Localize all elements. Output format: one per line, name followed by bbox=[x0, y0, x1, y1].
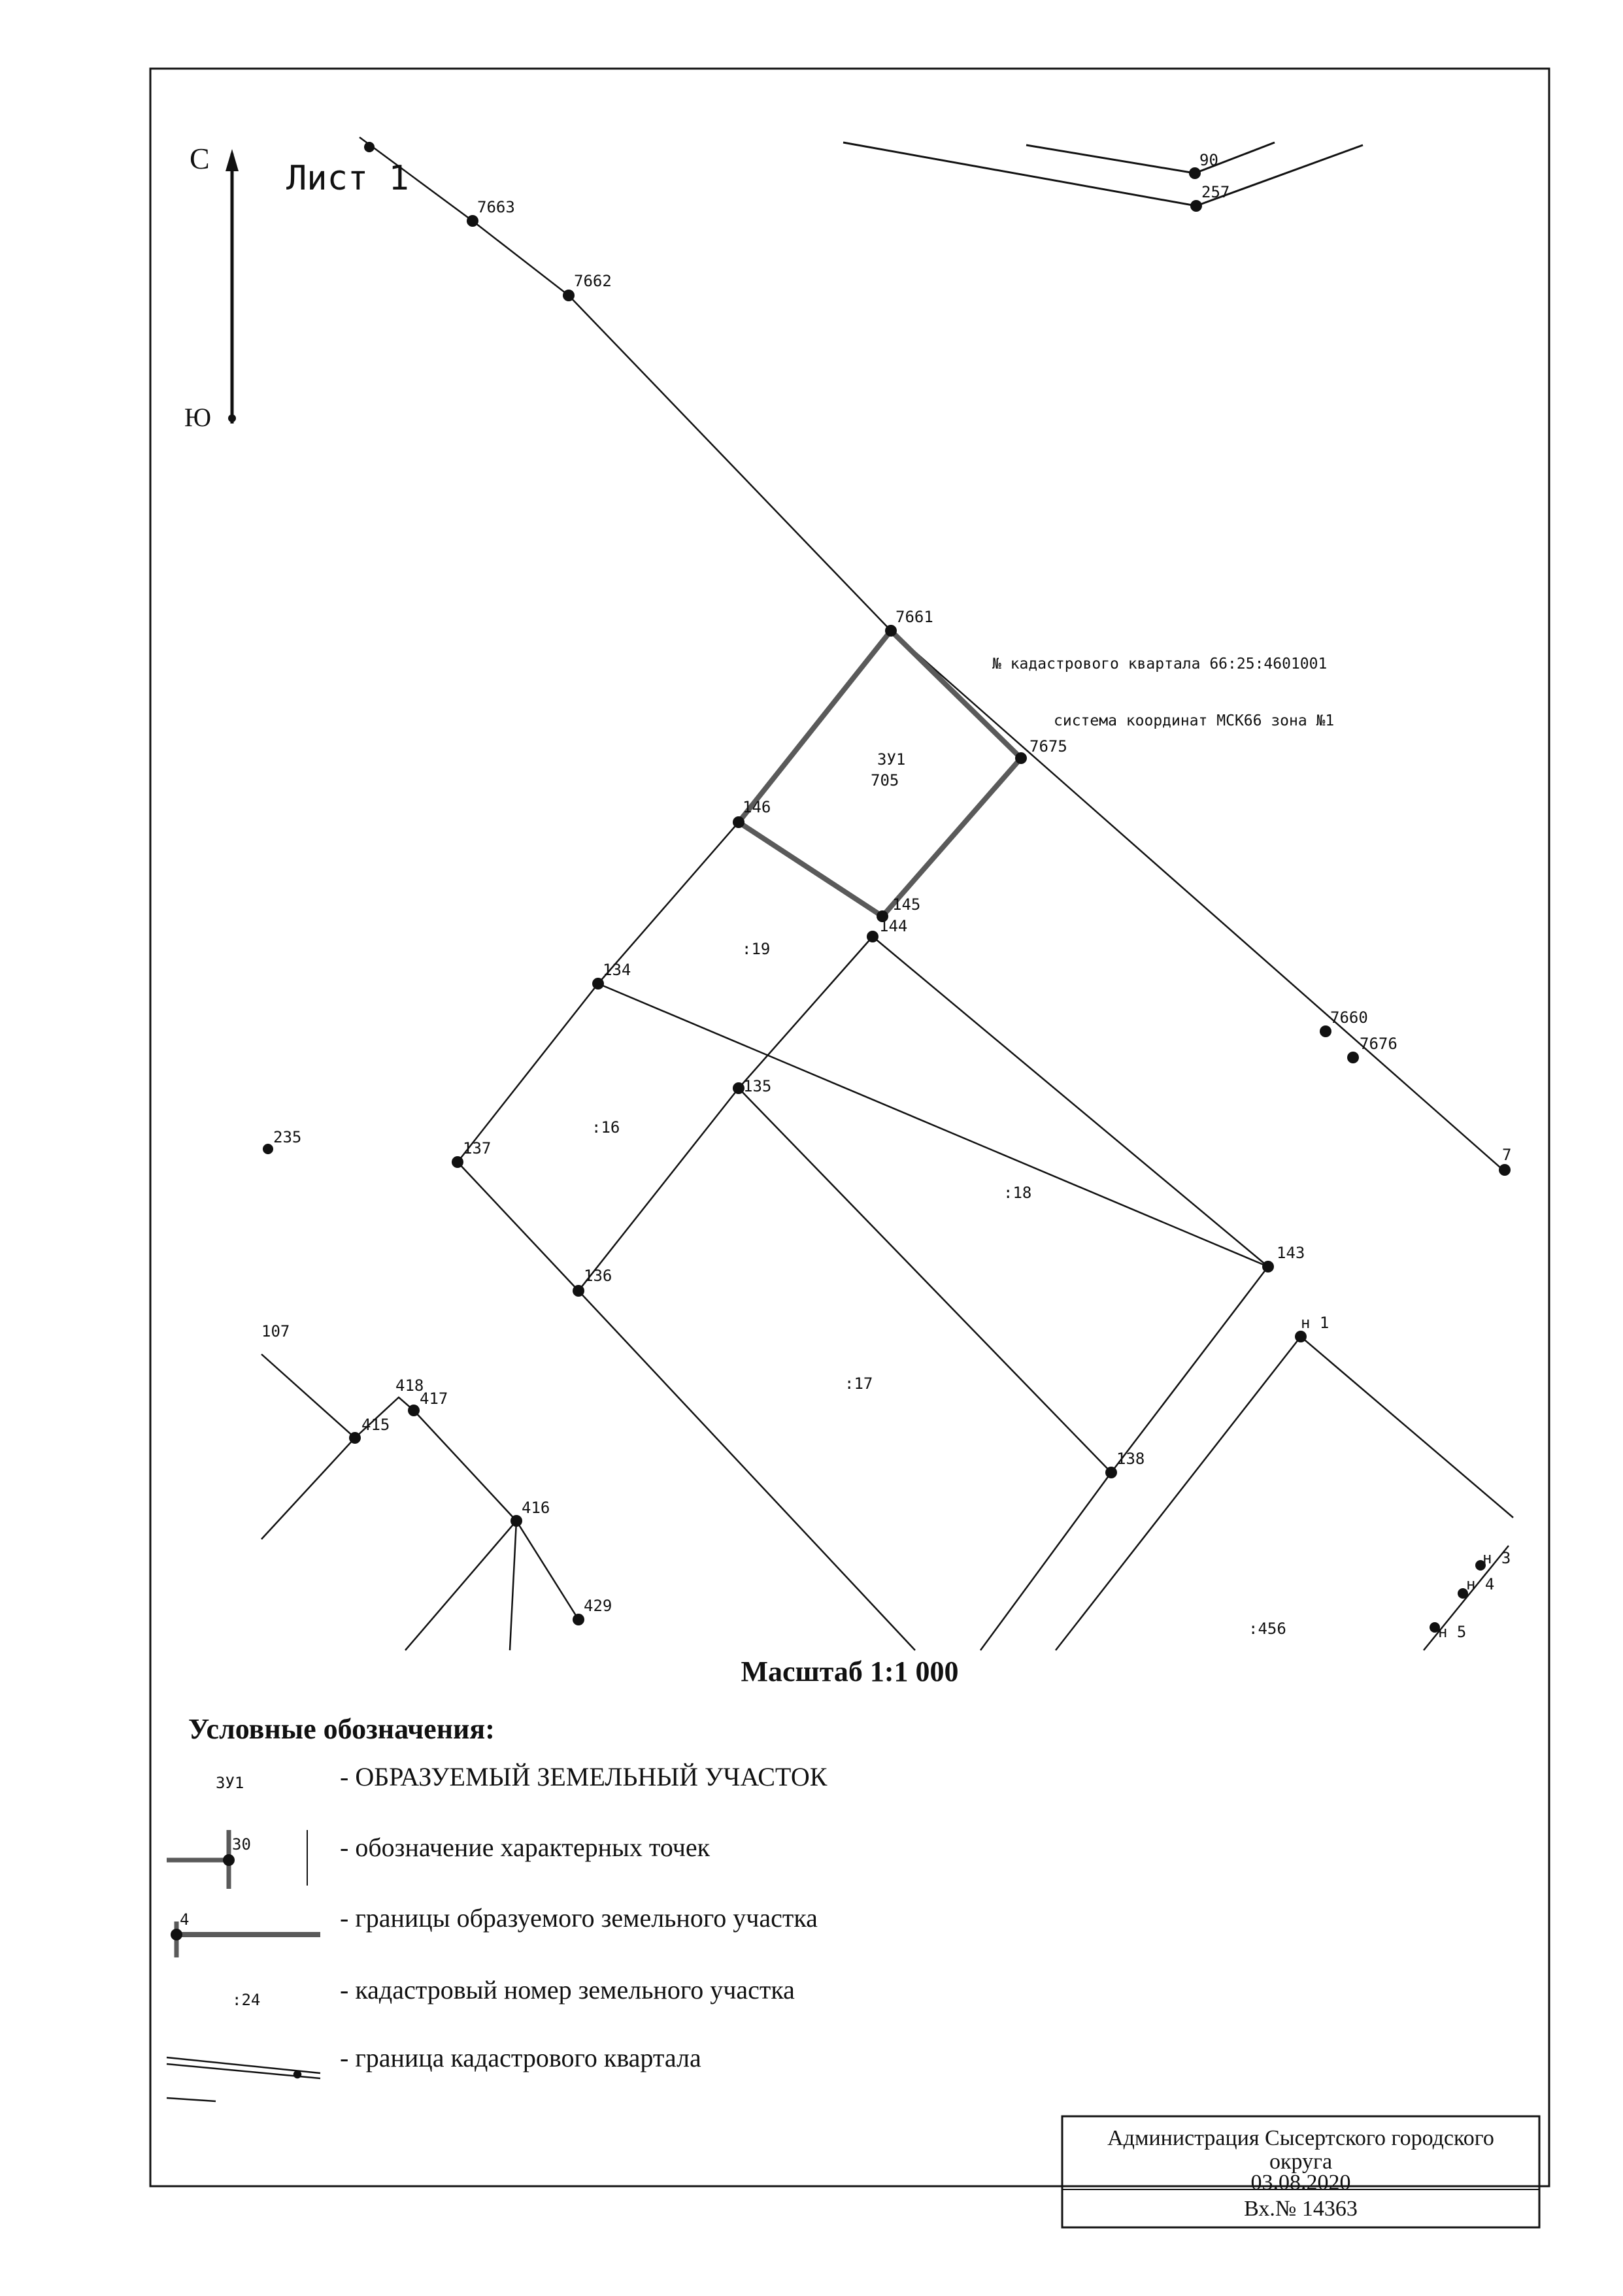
point-417-icon bbox=[408, 1405, 420, 1416]
north-arrow-tail-icon bbox=[228, 414, 236, 422]
legend-boundary-point-icon bbox=[171, 1929, 182, 1940]
label-146: 146 bbox=[743, 798, 771, 816]
south-label: Ю bbox=[184, 403, 212, 432]
registration-stamp bbox=[1062, 2116, 1539, 2227]
parcel-label-19: :19 bbox=[742, 940, 771, 958]
label-7660: 7660 bbox=[1330, 1008, 1368, 1027]
characteristic-points bbox=[263, 142, 1511, 1633]
label-418: 418 bbox=[395, 1376, 424, 1395]
legend-sample-boundary bbox=[171, 1910, 320, 1957]
label-134: 134 bbox=[603, 961, 631, 979]
label-7676: 7676 bbox=[1360, 1035, 1397, 1053]
legend-sample-4: 4 bbox=[180, 1910, 190, 1929]
cadastral-lines bbox=[261, 137, 1513, 1650]
point-7663-icon bbox=[467, 215, 478, 227]
point-top-icon bbox=[364, 142, 375, 152]
legend-sample-quarter bbox=[167, 2057, 320, 2101]
point-143-icon bbox=[1262, 1261, 1274, 1273]
label-145: 145 bbox=[892, 895, 921, 914]
point-415-icon bbox=[349, 1432, 361, 1444]
legend-item-parcel: - ОБРАЗУЕМЫЙ ЗЕМЕЛЬНЫЙ УЧАСТОК bbox=[340, 1762, 828, 1791]
legend-title: Условные обозначения: bbox=[188, 1713, 495, 1745]
parcel-label-456: :456 bbox=[1248, 1620, 1286, 1638]
label-n1: н 1 bbox=[1301, 1314, 1330, 1332]
point-7662-icon bbox=[563, 290, 575, 301]
label-136: 136 bbox=[584, 1267, 612, 1285]
point-429-icon bbox=[573, 1614, 584, 1625]
legend-item-boundary: - границы образуемого земельного участка bbox=[340, 1903, 818, 1933]
scale-label: Масштаб 1:1 000 bbox=[741, 1655, 959, 1688]
label-143: 143 bbox=[1277, 1244, 1305, 1262]
point-138-icon bbox=[1105, 1467, 1117, 1478]
point-257-icon bbox=[1190, 200, 1202, 212]
stamp-date: 03.08.2020 bbox=[1250, 2171, 1351, 2195]
label-144: 144 bbox=[879, 917, 908, 935]
parcel-label-16: :16 bbox=[592, 1118, 620, 1137]
label-416: 416 bbox=[522, 1499, 550, 1517]
label-90: 90 bbox=[1199, 151, 1218, 169]
point-136-icon bbox=[573, 1285, 584, 1297]
parcel-zu1-name: ЗУ1 bbox=[877, 750, 906, 769]
point-7676-icon bbox=[1347, 1052, 1359, 1063]
legend-item-points: - обозначение характерных точек bbox=[340, 1833, 711, 1862]
north-label: С bbox=[190, 142, 210, 175]
parcel-label-18: :18 bbox=[1003, 1184, 1032, 1202]
legend-sample-30: 30 bbox=[232, 1835, 251, 1854]
point-144-icon bbox=[867, 931, 878, 942]
point-7675-icon bbox=[1015, 752, 1027, 764]
legend-sample-zu1: ЗУ1 bbox=[216, 1774, 244, 1792]
label-7663: 7663 bbox=[477, 198, 515, 216]
label-257: 257 bbox=[1201, 183, 1230, 201]
label-137: 137 bbox=[463, 1139, 492, 1157]
point-146-icon bbox=[733, 816, 745, 828]
point-7-icon bbox=[1499, 1164, 1511, 1176]
point-416-icon bbox=[510, 1515, 522, 1527]
label-7675: 7675 bbox=[1029, 737, 1067, 756]
legend-item-quarter-boundary: - граница кадастрового квартала bbox=[340, 2043, 701, 2072]
label-7661: 7661 bbox=[895, 608, 933, 626]
parcel-label-17: :17 bbox=[845, 1374, 873, 1393]
legend-sample-24: :24 bbox=[232, 1991, 261, 2009]
point-134-icon bbox=[592, 978, 604, 990]
parcel-zu1-area: 705 bbox=[871, 771, 899, 790]
quarter-boundary-top bbox=[843, 142, 1363, 206]
label-n3: н 3 bbox=[1482, 1549, 1511, 1567]
label-235: 235 bbox=[273, 1128, 302, 1146]
label-n5: н 5 bbox=[1438, 1623, 1467, 1641]
stamp-org-line2: округа bbox=[1269, 2150, 1333, 2174]
sheet-frame bbox=[150, 69, 1549, 2186]
north-arrow-head-icon bbox=[226, 149, 239, 171]
point-235-icon bbox=[263, 1144, 273, 1154]
label-107: 107 bbox=[261, 1322, 290, 1340]
point-labels bbox=[261, 151, 1511, 1641]
point-137-icon bbox=[452, 1156, 463, 1168]
legend-sample-point bbox=[167, 1830, 307, 1889]
coordinate-system: система координат МСК66 зона №1 bbox=[1054, 712, 1335, 729]
label-417: 417 bbox=[420, 1389, 448, 1408]
point-7660-icon bbox=[1320, 1025, 1331, 1037]
point-n1-icon bbox=[1295, 1331, 1307, 1342]
legend bbox=[167, 1713, 828, 2101]
stamp-number: Вх.№ 14363 bbox=[1244, 2197, 1358, 2221]
label-135: 135 bbox=[743, 1077, 772, 1095]
stamp-org-line1: Администрация Сысертского городского bbox=[1107, 2126, 1494, 2150]
label-138: 138 bbox=[1116, 1450, 1145, 1468]
label-n4: н 4 bbox=[1466, 1575, 1495, 1593]
label-7662: 7662 bbox=[574, 272, 612, 290]
quarter-number: № кадастрового квартала 66:25:4601001 bbox=[992, 656, 1328, 673]
point-7661-icon bbox=[885, 625, 897, 637]
label-429: 429 bbox=[584, 1597, 612, 1615]
label-7: 7 bbox=[1502, 1146, 1512, 1164]
legend-item-cadastral-number: - кадастровый номер земельного участка bbox=[340, 1975, 795, 2005]
legend-point-icon bbox=[223, 1854, 235, 1866]
sheet-label: Лист 1 bbox=[286, 159, 409, 198]
label-415: 415 bbox=[361, 1416, 390, 1434]
north-arrow bbox=[184, 142, 239, 432]
